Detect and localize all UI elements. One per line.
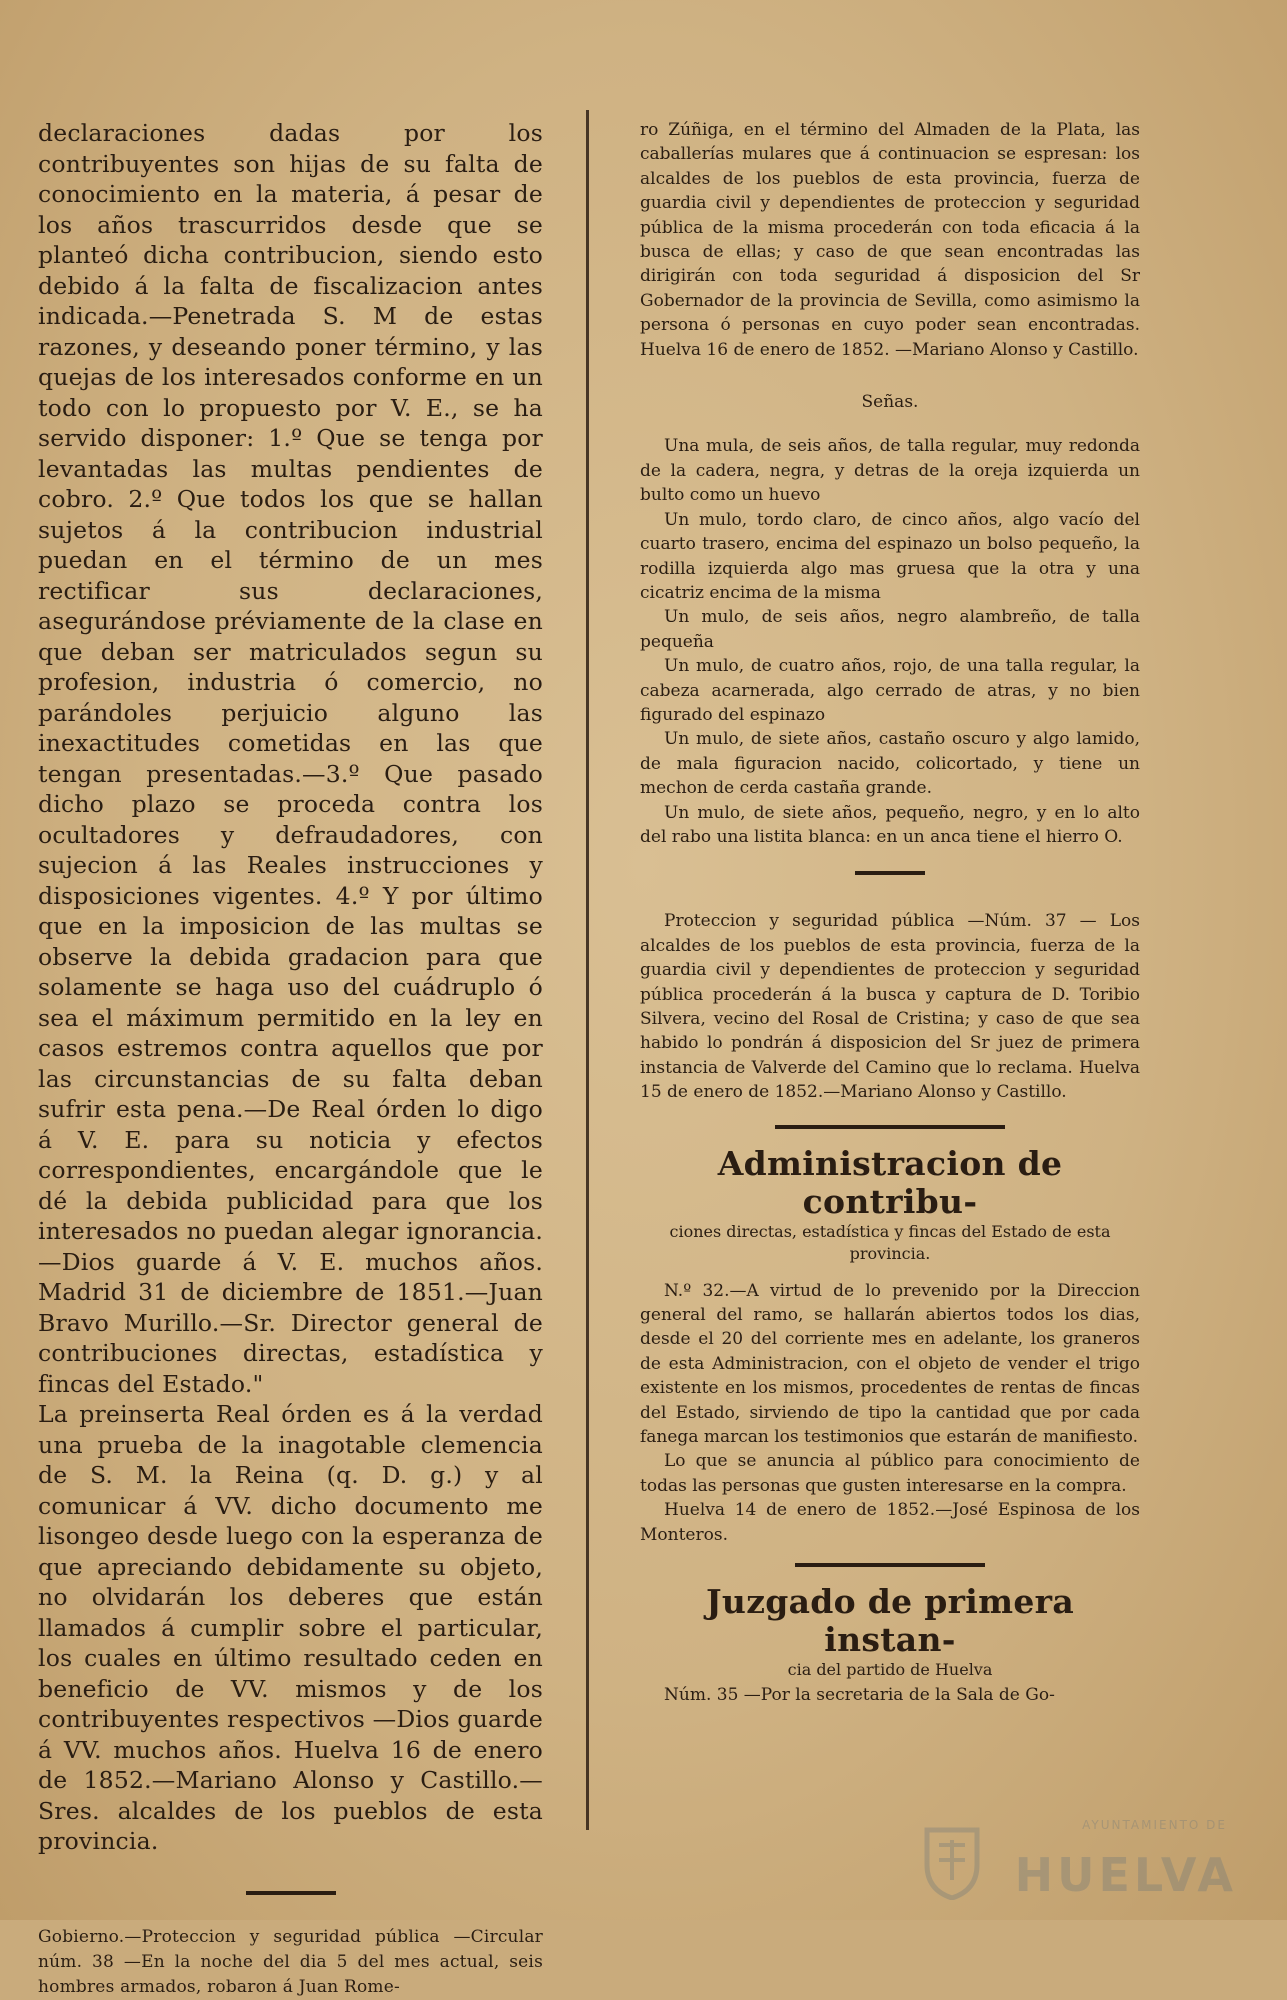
left-paragraph-2: La preinserta Real órden es á la verdad una prueba de la inagotable clemencia de S. M. la Reina (q. D. g.) y al comunicar á VV. dicho documento me lisongeo desde luego con la esperanza de que apreciando debidamente su objeto, no olvidarán los deberes que están llamados á cumplir sobre el particular, los cuales en último resultado ceden en beneficio de VV. mismos y de los contribuyentes respectivos —Dios guarde á VV. muchos años. Huelva 16 de enero de 1852.—Mariano Alonso y Castillo.—Sres. alcaldes de los pueblos de esta provincia. [38, 1400, 543, 1855]
proteccion-paragraph: Proteccion y seguridad pública —Núm. 37 — Los alcaldes de los pueblos de esta provincia, fuerza de la guardia civil y dependientes de proteccion y seguridad pública procederán á la busca y captura de D. Toribio Silvera, vecino del Rosal de Cristina; y caso de que sea habido lo pondrán á disposicion del Sr juez de primera instancia de Valverde del Camino que lo reclama. Huelva 15 de enero de 1852.—Mariano Alonso y Castillo. [640, 911, 1140, 1103]
juzgado-paragraph: Núm. 35 —Por la secretaria de la Sala de Go- [664, 1685, 1055, 1706]
sena-item: Un mulo, de siete años, castaño oscuro y algo lamido, de mala figuracion nacido, colicortado, y tiene un mechon de cerda castaña grande. [640, 729, 1140, 799]
watermark-big-text: HUELVA [1014, 1848, 1237, 1902]
crest-icon [917, 1820, 987, 1900]
admin-subheading: ciones directas, estadística y fincas del Estado de esta provincia. [669, 1221, 1111, 1263]
juzgado-subheading: cia del partido de Huelva [787, 1660, 993, 1680]
sena-item: Un mulo, de siete años, pequeño, negro, y en lo alto del rabo una listita blanca: en un anca tiene el hierro O. [640, 802, 1140, 847]
separator-rule [855, 871, 925, 875]
right-robbery-paragraph: ro Zúñiga, en el término del Almaden de la Plata, las caballerías mulares que á continuacion se espresan: los alcaldes de los pueblos de esta provincia, fuerza de guardia civil y dependientes de proteccion y seguridad pública de la misma procederán con toda eficacia á la busca de ellas; y caso de que sean encontradas las dirigirán con toda seguridad á disposicion del Sr Gobernador de la provincia de Sevilla, como asimismo la persona ó personas en cuyo poder sean encontradas. Huelva 16 de enero de 1852. —Mariano Alonso y Castillo. [640, 120, 1140, 360]
admin-paragraph: N.º 32.—A virtud de lo prevenido por la Direccion general del ramo, se hallarán abiertos todos los dias, desde el 20 del corriente mes en adelante, los graneros de esta Administracion, con el objeto de vender el trigo existente en los mismos, procedentes de rentas de fincas del Estado, sirviendo de tipo la cantidad que por cada fanega marcan los testimonios que estarán de manifiesto. [640, 1280, 1140, 1448]
sena-item: Una mula, de seis años, de talla regular, muy redonda de la cadera, negra, y detras de la oreja izquierda un bulto como un huevo [640, 436, 1140, 506]
column-divider [586, 110, 589, 1830]
juzgado-heading: Juzgado de primera instan- [705, 1582, 1074, 1660]
left-paragraph-circular: Gobierno.—Proteccion y seguridad pública —Circular núm. 38 —En la noche del dia 5 del mes actual, seis hombres armados, robaron á Juan Rome- [38, 1926, 543, 1997]
senas-title: Señas. [861, 392, 919, 413]
admin-signature: Huelva 14 de enero de 1852.—José Espinosa de los Monteros. [640, 1500, 1140, 1545]
watermark-small-text: AYUNTAMIENTO DE [1082, 1818, 1227, 1832]
separator-rule [775, 1125, 1005, 1129]
left-column [38, 118, 543, 2000]
admin-paragraph: Lo que se anuncia al público para conocimiento de todas las personas que gusten interesarse en la compra. [640, 1451, 1140, 1496]
separator-rule [795, 1563, 985, 1567]
right-column [640, 118, 1140, 1708]
archive-watermark [917, 1812, 1237, 1902]
sena-item: Un mulo, de seis años, negro alambreño, de talla pequeña [640, 607, 1140, 652]
separator-rule [246, 1891, 336, 1895]
sena-item: Un mulo, de cuatro años, rojo, de una talla regular, la cabeza acarnerada, algo cerrado de atras, y no bien figurado del espinazo [640, 656, 1140, 725]
admin-heading: Administracion de contribu- [717, 1143, 1063, 1221]
left-paragraph-1: declaraciones dadas por los contribuyentes son hijas de su falta de conocimiento en la materia, á pesar de los años trascurridos desde que se planteó dicha contribucion, siendo esto debido á la falta de fiscalizacion antes indicada.—Penetrada S. M de estas razones, y deseando poner término, y las quejas de los interesados conforme en un todo con lo propuesto por V. E., se ha servido disponer: 1.º Que se tenga por levantadas las multas pendientes de cobro. 2.º Que todos los que se hallan sujetos á la contribucion industrial puedan en el término de un mes rectificar sus declaraciones, asegurándose préviamente de la clase en que deban ser matriculados segun su profesion, industria ó comercio, no parándoles perjuicio alguno las inexactitudes cometidas en las que tengan presentadas.—3.º Que pasado dicho plazo se proceda contra los ocultadores y defraudadores, con sujecion á las Reales instrucciones y disposiciones vigentes. 4.º Y por último que en la imposicion de las multas se observe la debida gradacion para que solamente se haga uso del cuádruplo ó sea el máximum permitido en la ley en casos estremos contra aquellos que por las circunstancias de su falta deban sufrir esta pena.—De Real órden lo digo á V. E. para su noticia y efectos correspondientes, encargándole que le dé la debida publicidad para que los interesados no puedan alegar ignorancia.—Dios guarde á V. E. muchos años. Madrid 31 de diciembre de 1851.—Juan Bravo Murillo.—Sr. Director general de contribuciones directas, estadística y fincas del Estado." [38, 119, 543, 1398]
sena-item: Un mulo, tordo claro, de cinco años, algo vacío del cuarto trasero, encima del espinazo un bolso pequeño, la rodilla izquierda algo mas gruesa que la otra y una cicatriz encima de la misma [640, 509, 1140, 603]
